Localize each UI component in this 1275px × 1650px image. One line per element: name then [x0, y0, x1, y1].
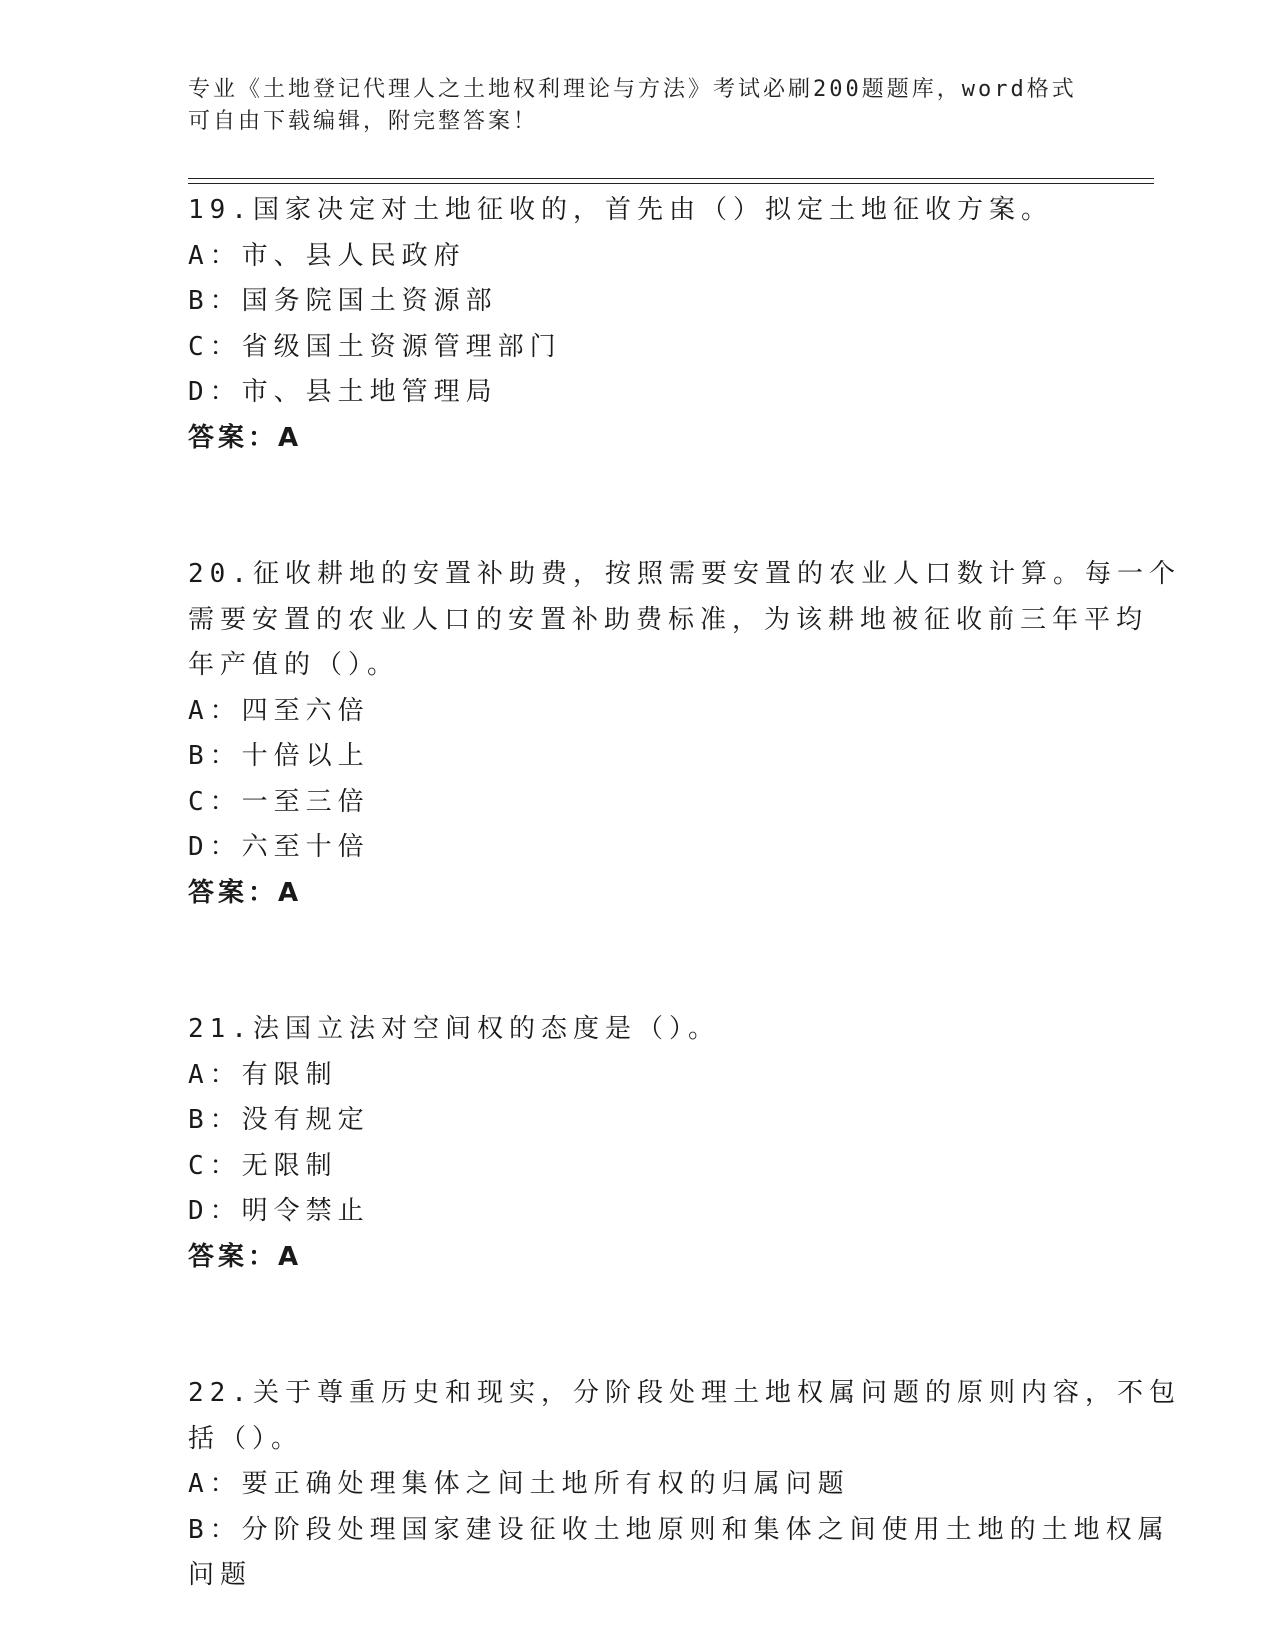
option-c: C：一至三倍 — [188, 786, 370, 817]
document-header — [188, 74, 1077, 138]
header-line-2: 可自由下载编辑，附完整答案！ — [188, 109, 539, 134]
answer-label: 答案： — [188, 422, 279, 453]
answer-value: A — [278, 422, 303, 453]
option-b: B：十倍以上 — [188, 741, 370, 771]
answer-value: A — [278, 877, 303, 908]
answer-line — [188, 1235, 1088, 1281]
question-stem: 19.国家决定对土地征收的，首先由（）拟定土地征收方案。 — [188, 195, 1053, 225]
question-stem: 22.关于尊重历史和现实，分阶段处理土地权属问题的原则内容，不包 — [188, 1378, 1181, 1408]
question-22 — [188, 1371, 1181, 1599]
question-spacer — [188, 461, 1088, 552]
option-b-continued: 问题 — [188, 1560, 253, 1590]
option-a: A：市、县人民政府 — [188, 240, 466, 271]
question-stem: 21.法国立法对空间权的态度是（）。 — [188, 1014, 720, 1044]
answer-line — [188, 871, 1088, 917]
question-spacer — [188, 1280, 1088, 1371]
answer-line — [188, 416, 1088, 462]
question-21 — [188, 1007, 1088, 1280]
answer-label: 答案： — [188, 877, 279, 908]
option-b: B：国务院国土资源部 — [188, 286, 498, 316]
header-divider-bottom — [188, 183, 1154, 184]
question-stem: 年产值的（）。 — [188, 650, 400, 680]
question-stem: 需要安置的农业人口的安置补助费标准，为该耕地被征收前三年平均 — [188, 604, 1149, 635]
question-stem: 括（）。 — [188, 1423, 304, 1454]
header-line-1: 专业《土地登记代理人之土地权利理论与方法》考试必刷200题题库，word格式 — [188, 77, 1077, 102]
option-c: C：无限制 — [188, 1150, 338, 1181]
option-a: A：有限制 — [188, 1059, 338, 1090]
option-c: C：省级国土资源管理部门 — [188, 331, 562, 362]
question-spacer — [188, 916, 1088, 1007]
question-20 — [188, 552, 1181, 916]
question-19 — [188, 188, 1088, 461]
option-d: D：明令禁止 — [188, 1196, 370, 1226]
header-divider-top — [188, 178, 1154, 179]
answer-value: A — [278, 1241, 303, 1272]
question-stem: 20.征收耕地的安置补助费，按照需要安置的农业人口数计算。每一个 — [188, 559, 1181, 589]
option-a: A：要正确处理集体之间土地所有权的归属问题 — [188, 1469, 850, 1499]
question-list — [188, 188, 1181, 1599]
answer-label: 答案： — [188, 1241, 279, 1272]
option-b: B：分阶段处理国家建设征收土地原则和集体之间使用土地的土地权属 — [188, 1514, 1170, 1545]
option-d: D：市、县土地管理局 — [188, 377, 498, 407]
option-d: D：六至十倍 — [188, 832, 370, 862]
option-b: B：没有规定 — [188, 1105, 370, 1135]
option-a: A：四至六倍 — [188, 695, 370, 726]
